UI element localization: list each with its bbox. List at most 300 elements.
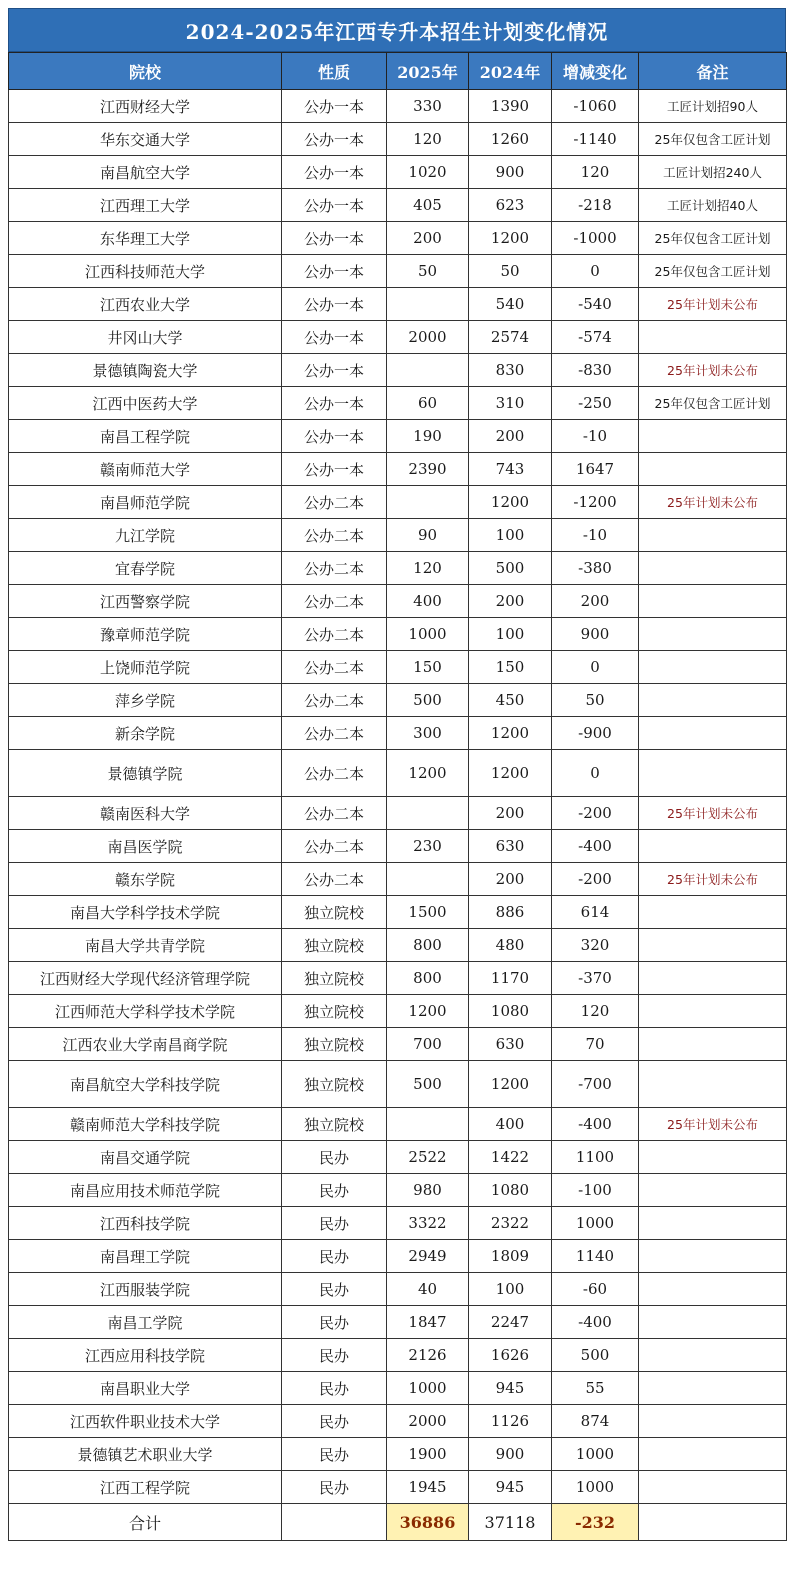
cell-2024: 400	[469, 1108, 552, 1141]
total-label: 合计	[9, 1504, 282, 1541]
cell-2025: 800	[387, 929, 469, 962]
cell-note: 25年计划未公布	[639, 797, 787, 830]
cell-type: 民办	[282, 1207, 387, 1240]
cell-note	[639, 1174, 787, 1207]
cell-change: 1647	[552, 453, 639, 486]
cell-2024: 1126	[469, 1405, 552, 1438]
cell-type: 公办二本	[282, 830, 387, 863]
cell-2024: 2574	[469, 321, 552, 354]
cell-2024: 2322	[469, 1207, 552, 1240]
cell-note	[639, 1207, 787, 1240]
cell-change: 1100	[552, 1141, 639, 1174]
cell-note	[639, 420, 787, 453]
cell-type: 公办一本	[282, 156, 387, 189]
table-row	[9, 1339, 787, 1372]
table-row	[9, 420, 787, 453]
cell-school: 南昌大学共青学院	[9, 929, 282, 962]
cell-2024: 310	[469, 387, 552, 420]
cell-2025: 50	[387, 255, 469, 288]
cell-school: 豫章师范学院	[9, 618, 282, 651]
cell-school: 江西理工大学	[9, 189, 282, 222]
table-row	[9, 995, 787, 1028]
cell-type: 公办二本	[282, 863, 387, 896]
cell-note	[639, 684, 787, 717]
cell-2025: 120	[387, 552, 469, 585]
cell-change: -574	[552, 321, 639, 354]
cell-note	[639, 896, 787, 929]
cell-school: 赣南医科大学	[9, 797, 282, 830]
table-row	[9, 1028, 787, 1061]
table-row	[9, 830, 787, 863]
cell-change: 0	[552, 255, 639, 288]
cell-note: 工匠计划招240人	[639, 156, 787, 189]
cell-2025: 40	[387, 1273, 469, 1306]
cell-note	[639, 651, 787, 684]
table-row	[9, 255, 787, 288]
cell-2024: 540	[469, 288, 552, 321]
cell-change: 1140	[552, 1240, 639, 1273]
cell-school: 上饶师范学院	[9, 651, 282, 684]
cell-change: -60	[552, 1273, 639, 1306]
cell-2025	[387, 1108, 469, 1141]
cell-change: 0	[552, 750, 639, 797]
cell-type: 独立院校	[282, 962, 387, 995]
cell-school: 南昌交通学院	[9, 1141, 282, 1174]
cell-type: 公办二本	[282, 585, 387, 618]
cell-2025: 500	[387, 1061, 469, 1108]
cell-type: 公办二本	[282, 717, 387, 750]
cell-school: 南昌大学科学技术学院	[9, 896, 282, 929]
cell-school: 南昌应用技术师范学院	[9, 1174, 282, 1207]
cell-2025: 200	[387, 222, 469, 255]
cell-2024: 1080	[469, 1174, 552, 1207]
cell-note	[639, 321, 787, 354]
cell-2025: 90	[387, 519, 469, 552]
table-row	[9, 288, 787, 321]
cell-note	[639, 552, 787, 585]
cell-change: 614	[552, 896, 639, 929]
total-type	[282, 1504, 387, 1541]
cell-type: 公办一本	[282, 90, 387, 123]
cell-change: -400	[552, 1306, 639, 1339]
cell-2024: 1080	[469, 995, 552, 1028]
cell-2025: 500	[387, 684, 469, 717]
cell-type: 公办二本	[282, 519, 387, 552]
cell-change: 500	[552, 1339, 639, 1372]
cell-type: 公办二本	[282, 618, 387, 651]
cell-2025: 2390	[387, 453, 469, 486]
table-row	[9, 387, 787, 420]
cell-type: 独立院校	[282, 1061, 387, 1108]
cell-2024: 623	[469, 189, 552, 222]
cell-change: -540	[552, 288, 639, 321]
cell-note	[639, 1061, 787, 1108]
cell-type: 公办一本	[282, 420, 387, 453]
cell-2025: 400	[387, 585, 469, 618]
table-row	[9, 1061, 787, 1108]
table-row	[9, 354, 787, 387]
table-row	[9, 717, 787, 750]
cell-type: 独立院校	[282, 1028, 387, 1061]
cell-change: -1060	[552, 90, 639, 123]
cell-type: 民办	[282, 1174, 387, 1207]
cell-2025: 1500	[387, 896, 469, 929]
cell-school: 江西科技学院	[9, 1207, 282, 1240]
table-row	[9, 1174, 787, 1207]
cell-2024: 1626	[469, 1339, 552, 1372]
cell-2025	[387, 863, 469, 896]
cell-school: 江西工程学院	[9, 1471, 282, 1504]
cell-change: -370	[552, 962, 639, 995]
cell-school: 江西科技师范大学	[9, 255, 282, 288]
cell-note	[639, 962, 787, 995]
cell-2024: 1200	[469, 750, 552, 797]
cell-type: 民办	[282, 1438, 387, 1471]
table-row	[9, 896, 787, 929]
table-row	[9, 123, 787, 156]
cell-change: -830	[552, 354, 639, 387]
cell-type: 独立院校	[282, 1108, 387, 1141]
cell-type: 民办	[282, 1405, 387, 1438]
cell-school: 南昌工学院	[9, 1306, 282, 1339]
cell-2025: 980	[387, 1174, 469, 1207]
cell-type: 公办二本	[282, 486, 387, 519]
cell-change: -400	[552, 830, 639, 863]
cell-type: 民办	[282, 1339, 387, 1372]
cell-change: -100	[552, 1174, 639, 1207]
cell-type: 公办一本	[282, 222, 387, 255]
cell-2024: 50	[469, 255, 552, 288]
table-row	[9, 453, 787, 486]
cell-type: 独立院校	[282, 896, 387, 929]
cell-2024: 1200	[469, 717, 552, 750]
cell-2025: 2126	[387, 1339, 469, 1372]
cell-2024: 1390	[469, 90, 552, 123]
cell-change: 0	[552, 651, 639, 684]
cell-type: 民办	[282, 1141, 387, 1174]
table-row	[9, 1273, 787, 1306]
cell-school: 南昌工程学院	[9, 420, 282, 453]
cell-note	[639, 1273, 787, 1306]
cell-change: -900	[552, 717, 639, 750]
table-row	[9, 797, 787, 830]
cell-school: 江西软件职业技术大学	[9, 1405, 282, 1438]
cell-change: 320	[552, 929, 639, 962]
cell-2024: 200	[469, 797, 552, 830]
cell-change: -1000	[552, 222, 639, 255]
cell-2025: 1945	[387, 1471, 469, 1504]
cell-note	[639, 1141, 787, 1174]
cell-type: 公办一本	[282, 453, 387, 486]
table-body	[9, 90, 787, 1504]
cell-2024: 630	[469, 1028, 552, 1061]
table-row	[9, 618, 787, 651]
cell-type: 公办二本	[282, 651, 387, 684]
table-row	[9, 585, 787, 618]
cell-2024: 743	[469, 453, 552, 486]
cell-2024: 945	[469, 1372, 552, 1405]
cell-note: 25年仅包含工匠计划	[639, 222, 787, 255]
cell-type: 公办一本	[282, 354, 387, 387]
cell-note	[639, 830, 787, 863]
cell-2024: 100	[469, 1273, 552, 1306]
cell-school: 南昌师范学院	[9, 486, 282, 519]
cell-school: 江西服装学院	[9, 1273, 282, 1306]
total-2025: 36886	[387, 1504, 469, 1541]
cell-2025: 1000	[387, 1372, 469, 1405]
cell-change: -400	[552, 1108, 639, 1141]
cell-school: 南昌职业大学	[9, 1372, 282, 1405]
cell-note	[639, 1471, 787, 1504]
cell-2025	[387, 354, 469, 387]
cell-2025: 1200	[387, 995, 469, 1028]
table-row	[9, 684, 787, 717]
cell-type: 公办一本	[282, 123, 387, 156]
cell-note	[639, 1372, 787, 1405]
cell-2024: 200	[469, 585, 552, 618]
cell-school: 赣南师范大学科技学院	[9, 1108, 282, 1141]
cell-2025: 1020	[387, 156, 469, 189]
cell-school: 南昌航空大学科技学院	[9, 1061, 282, 1108]
enrollment-table	[8, 52, 787, 1541]
table-title: 2024-2025年江西专升本招生计划变化情况	[8, 8, 786, 52]
cell-2025: 2949	[387, 1240, 469, 1273]
cell-note	[639, 929, 787, 962]
cell-change: 70	[552, 1028, 639, 1061]
cell-type: 公办二本	[282, 684, 387, 717]
table-row	[9, 519, 787, 552]
cell-note	[639, 717, 787, 750]
total-2024: 37118	[469, 1504, 552, 1541]
cell-note: 25年仅包含工匠计划	[639, 255, 787, 288]
table-row	[9, 156, 787, 189]
cell-change: -10	[552, 420, 639, 453]
cell-note: 25年仅包含工匠计划	[639, 387, 787, 420]
cell-note	[639, 519, 787, 552]
cell-school: 赣南师范大学	[9, 453, 282, 486]
cell-note	[639, 585, 787, 618]
cell-type: 公办一本	[282, 189, 387, 222]
cell-2024: 886	[469, 896, 552, 929]
table-row	[9, 1438, 787, 1471]
cell-note: 25年计划未公布	[639, 486, 787, 519]
cell-type: 民办	[282, 1306, 387, 1339]
cell-2024: 500	[469, 552, 552, 585]
cell-change: 1000	[552, 1471, 639, 1504]
cell-2024: 200	[469, 863, 552, 896]
cell-type: 公办一本	[282, 288, 387, 321]
cell-change: -700	[552, 1061, 639, 1108]
cell-2025: 1900	[387, 1438, 469, 1471]
cell-type: 民办	[282, 1273, 387, 1306]
cell-school: 江西财经大学	[9, 90, 282, 123]
cell-change: -218	[552, 189, 639, 222]
cell-school: 南昌理工学院	[9, 1240, 282, 1273]
cell-2024: 900	[469, 1438, 552, 1471]
cell-note: 25年计划未公布	[639, 1108, 787, 1141]
cell-note	[639, 1306, 787, 1339]
cell-change: 1000	[552, 1207, 639, 1240]
cell-type: 公办二本	[282, 552, 387, 585]
cell-2024: 200	[469, 420, 552, 453]
cell-school: 新余学院	[9, 717, 282, 750]
cell-change: 50	[552, 684, 639, 717]
table-row	[9, 651, 787, 684]
table-row	[9, 1471, 787, 1504]
cell-type: 公办一本	[282, 255, 387, 288]
table-row	[9, 1108, 787, 1141]
cell-2025: 1200	[387, 750, 469, 797]
cell-note	[639, 618, 787, 651]
cell-type: 公办二本	[282, 797, 387, 830]
cell-2024: 1200	[469, 1061, 552, 1108]
cell-note: 25年仅包含工匠计划	[639, 123, 787, 156]
cell-2024: 900	[469, 156, 552, 189]
cell-2024: 100	[469, 519, 552, 552]
cell-2025: 2522	[387, 1141, 469, 1174]
cell-2025: 2000	[387, 321, 469, 354]
cell-school: 萍乡学院	[9, 684, 282, 717]
cell-type: 民办	[282, 1471, 387, 1504]
cell-school: 宜春学院	[9, 552, 282, 585]
cell-note	[639, 1405, 787, 1438]
cell-2024: 1422	[469, 1141, 552, 1174]
cell-2024: 630	[469, 830, 552, 863]
header-row	[9, 53, 787, 90]
cell-change: -1140	[552, 123, 639, 156]
cell-school: 南昌医学院	[9, 830, 282, 863]
cell-change: 200	[552, 585, 639, 618]
table-row	[9, 1372, 787, 1405]
table-row	[9, 1306, 787, 1339]
cell-2025: 120	[387, 123, 469, 156]
cell-2025: 700	[387, 1028, 469, 1061]
cell-change: 55	[552, 1372, 639, 1405]
cell-note: 工匠计划招40人	[639, 189, 787, 222]
cell-note	[639, 453, 787, 486]
cell-2025	[387, 486, 469, 519]
table-row	[9, 321, 787, 354]
cell-2024: 1200	[469, 486, 552, 519]
table-row	[9, 486, 787, 519]
cell-2024: 100	[469, 618, 552, 651]
cell-2025: 150	[387, 651, 469, 684]
cell-school: 井冈山大学	[9, 321, 282, 354]
table-row	[9, 929, 787, 962]
cell-2025: 1000	[387, 618, 469, 651]
cell-change: -200	[552, 863, 639, 896]
cell-school: 景德镇陶瓷大学	[9, 354, 282, 387]
table-row	[9, 1405, 787, 1438]
cell-type: 公办一本	[282, 321, 387, 354]
table-row	[9, 750, 787, 797]
cell-school: 南昌航空大学	[9, 156, 282, 189]
header-change: 增减变化	[552, 53, 639, 90]
cell-2024: 150	[469, 651, 552, 684]
table-row	[9, 1240, 787, 1273]
cell-school: 东华理工大学	[9, 222, 282, 255]
cell-school: 江西财经大学现代经济管理学院	[9, 962, 282, 995]
cell-2025: 800	[387, 962, 469, 995]
total-change: -232	[552, 1504, 639, 1541]
header-type: 性质	[282, 53, 387, 90]
cell-note	[639, 1028, 787, 1061]
cell-type: 独立院校	[282, 929, 387, 962]
cell-note: 25年计划未公布	[639, 863, 787, 896]
header-school: 院校	[9, 53, 282, 90]
total-row	[9, 1504, 787, 1541]
table-row	[9, 222, 787, 255]
table-row	[9, 1207, 787, 1240]
cell-school: 华东交通大学	[9, 123, 282, 156]
table-row	[9, 90, 787, 123]
header-note: 备注	[639, 53, 787, 90]
cell-change: -200	[552, 797, 639, 830]
cell-2024: 1809	[469, 1240, 552, 1273]
cell-change: 900	[552, 618, 639, 651]
cell-school: 江西师范大学科学技术学院	[9, 995, 282, 1028]
cell-2024: 945	[469, 1471, 552, 1504]
cell-2024: 1170	[469, 962, 552, 995]
cell-2024: 450	[469, 684, 552, 717]
cell-school: 江西应用科技学院	[9, 1339, 282, 1372]
cell-change: -1200	[552, 486, 639, 519]
cell-change: 1000	[552, 1438, 639, 1471]
cell-change: 874	[552, 1405, 639, 1438]
cell-note	[639, 1339, 787, 1372]
cell-note: 25年计划未公布	[639, 288, 787, 321]
cell-note	[639, 1240, 787, 1273]
cell-school: 九江学院	[9, 519, 282, 552]
cell-2025	[387, 797, 469, 830]
table-row	[9, 1141, 787, 1174]
cell-2025: 1847	[387, 1306, 469, 1339]
cell-2024: 1200	[469, 222, 552, 255]
table-row	[9, 863, 787, 896]
table-row	[9, 962, 787, 995]
cell-change: -10	[552, 519, 639, 552]
cell-2024: 2247	[469, 1306, 552, 1339]
cell-2024: 480	[469, 929, 552, 962]
enrollment-table-sheet	[8, 8, 786, 1541]
cell-2025: 230	[387, 830, 469, 863]
cell-school: 江西中医药大学	[9, 387, 282, 420]
cell-change: 120	[552, 995, 639, 1028]
cell-2024: 1260	[469, 123, 552, 156]
cell-school: 景德镇艺术职业大学	[9, 1438, 282, 1471]
cell-type: 民办	[282, 1240, 387, 1273]
cell-type: 公办一本	[282, 387, 387, 420]
header-2024: 2024年	[469, 53, 552, 90]
total-note	[639, 1504, 787, 1541]
table-row	[9, 189, 787, 222]
cell-2025: 3322	[387, 1207, 469, 1240]
cell-note	[639, 750, 787, 797]
cell-2025: 190	[387, 420, 469, 453]
cell-note	[639, 1438, 787, 1471]
cell-school: 江西农业大学	[9, 288, 282, 321]
cell-change: -380	[552, 552, 639, 585]
cell-type: 民办	[282, 1372, 387, 1405]
cell-school: 江西农业大学南昌商学院	[9, 1028, 282, 1061]
cell-2025: 330	[387, 90, 469, 123]
header-2025: 2025年	[387, 53, 469, 90]
cell-note: 25年计划未公布	[639, 354, 787, 387]
cell-type: 公办二本	[282, 750, 387, 797]
cell-change: 120	[552, 156, 639, 189]
cell-school: 赣东学院	[9, 863, 282, 896]
cell-2024: 830	[469, 354, 552, 387]
